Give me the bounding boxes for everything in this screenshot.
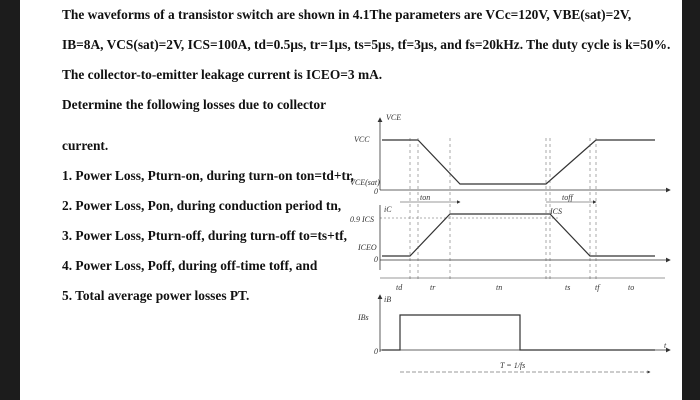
time-axis-label: t <box>664 341 667 350</box>
left-edge-shadow <box>0 0 20 400</box>
ib-level-label: IBs <box>358 313 369 322</box>
problem-line-4: Determine the following losses due to collector <box>62 97 327 112</box>
question-2: 2. Power Loss, Pon, during conduction period tn, <box>62 198 342 213</box>
problem-line-2: IB=8A, VCS(sat)=2V, ICS=100A, td=0.5μs, tr=1μs, ts=5μs, tf=3μs, and fs=20kHz. The duty cycle is k=50%. <box>62 37 671 52</box>
ts-label: ts <box>565 283 571 292</box>
vce-waveform <box>382 140 655 184</box>
vce-sat-label: VCE(sat) <box>350 178 380 187</box>
toff-label: toff <box>562 193 573 202</box>
waveform-figure <box>350 110 680 395</box>
ib-zero-label: 0 <box>374 347 378 356</box>
period-label: T = 1/fs <box>500 361 526 370</box>
problem-line-5: current. <box>62 138 109 153</box>
ib-axis-label: iB <box>384 295 392 304</box>
question-3: 3. Power Loss, Pturn-off, during turn-off to=ts+tf, <box>62 228 348 243</box>
ib-waveform <box>382 315 655 350</box>
problem-line-1: The waveforms of a transistor switch are shown in 4.1The parameters are VCc=120V, VBE(sat)=2V, <box>62 7 632 22</box>
ton-label: ton <box>420 193 431 202</box>
ic-zero-label: 0 <box>374 255 378 264</box>
vce-zero-label: 0 <box>374 187 378 196</box>
waveform-diagram <box>350 110 680 395</box>
tf-label: tf <box>595 283 600 292</box>
question-5: 5. Total average power losses PT. <box>62 288 250 303</box>
vcc-label: VCC <box>354 135 370 144</box>
iceo-label: ICEO <box>358 243 377 252</box>
tn-label: tn <box>496 283 503 292</box>
question-1: 1. Power Loss, Pturn-on, during turn-on ton=td+tr, <box>62 168 355 183</box>
problem-sheet <box>20 0 682 400</box>
vce-axis-label: VCE <box>386 113 402 122</box>
ics-label: ICS <box>550 207 562 216</box>
question-4: 4. Power Loss, Poff, during off-time toff, and <box>62 258 318 273</box>
to-label: to <box>628 283 635 292</box>
ic-axis-label: iC <box>384 205 392 214</box>
problem-line-3: The collector-to-emitter leakage current is ICEO=3 mA. <box>62 67 383 82</box>
ics-09-label: 0.9 ICS <box>350 215 374 224</box>
right-edge-shadow <box>682 0 700 400</box>
tr-label: tr <box>430 283 436 292</box>
td-label: td <box>396 283 403 292</box>
ic-waveform <box>382 214 655 256</box>
